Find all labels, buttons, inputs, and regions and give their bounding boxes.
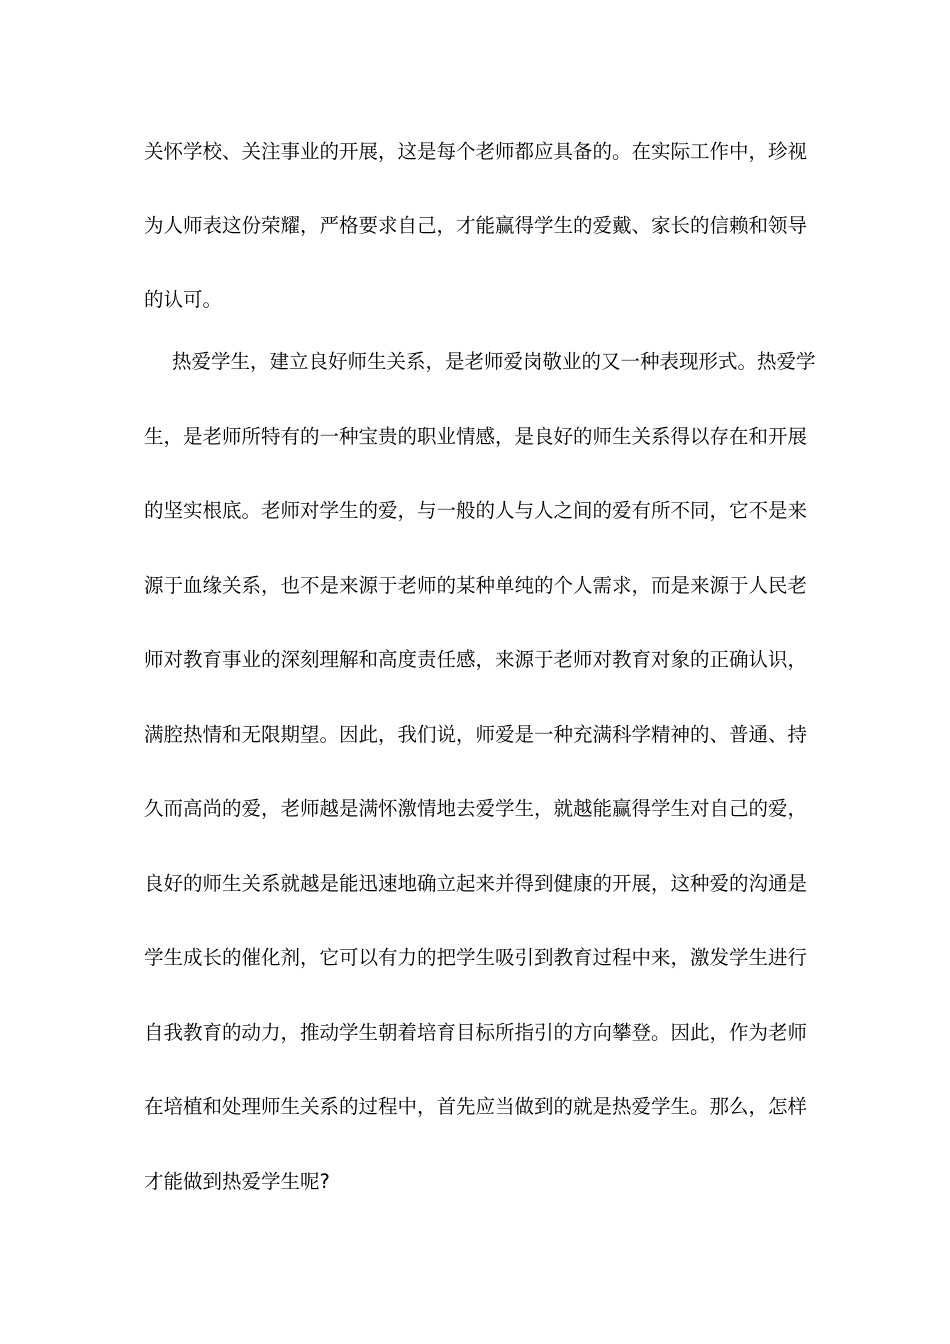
text-line: 在培植和处理师生关系的过程中，首先应当做到的就是热爱学生。那么，怎样 [144, 1095, 808, 1118]
paragraph-first-line: 热爱学生，建立良好师生关系，是老师爱岗敬业的又一种表现形式。热爱学 [172, 350, 816, 373]
text-line: 的认可。 [144, 288, 223, 311]
text-line: 满腔热情和无限期望。因此，我们说，师爱是一种充满科学精神的、普通、持 [144, 723, 808, 746]
text-line: 生，是老师所特有的一种宝贵的职业情感，是良好的师生关系得以存在和开展 [144, 425, 808, 448]
text-line: 为人师表这份荣耀，严格要求自己，才能赢得学生的爱戴、家长的信赖和领导 [144, 214, 808, 237]
text-line: 学生成长的催化剂，它可以有力的把学生吸引到教育过程中来，激发学生进行 [144, 946, 808, 969]
text-line: 师对教育事业的深刻理解和高度责任感，来源于老师对教育对象的正确认识， [144, 648, 808, 671]
text-line: 良好的师生关系就越是能迅速地确立起来并得到健康的开展，这种爱的沟通是 [144, 872, 808, 895]
text-line: 的坚实根底。老师对学生的爱，与一般的人与人之间的爱有所不同，它不是来 [144, 499, 808, 522]
text-line: 自我教育的动力，推动学生朝着培育目标所指引的方向攀登。因此，作为老师 [144, 1021, 808, 1044]
text-line: 久而高尚的爱，老师越是满怀激情地去爱学生，就越能赢得学生对自己的爱， [144, 797, 808, 820]
text-line: 关怀学校、关注事业的开展，这是每个老师都应具备的。在实际工作中，珍视 [144, 140, 808, 163]
text-line: 源于血缘关系，也不是来源于老师的某种单纯的个人需求，而是来源于人民老 [144, 574, 808, 597]
text-line: 才能做到热爱学生呢? [144, 1170, 330, 1193]
